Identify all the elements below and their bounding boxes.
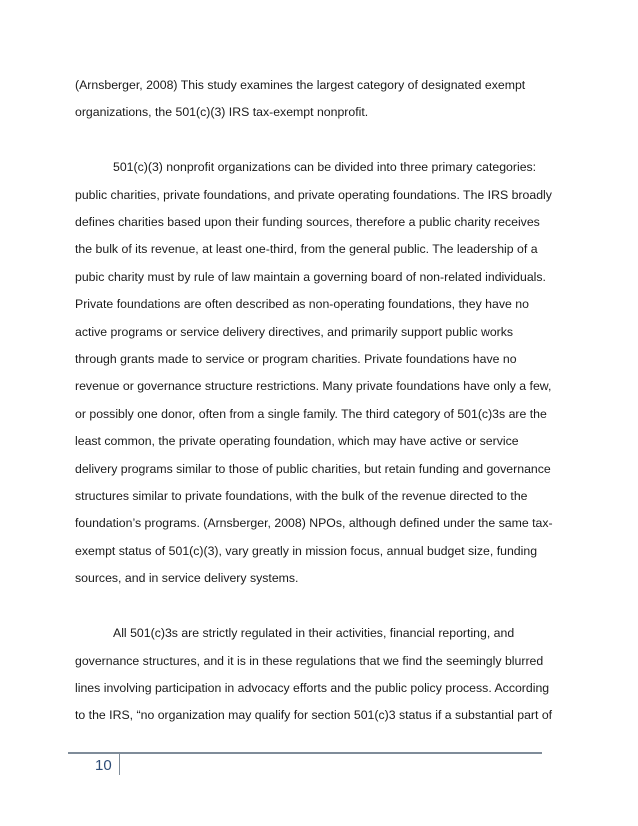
text-line: foundation’s programs. (Arnsberger, 2008) NPOs, although defined under the same tax- <box>75 516 553 531</box>
text-line: active programs or service delivery directives, and primarily support public works <box>75 324 514 339</box>
text-line: (Arnsberger, 2008) This study examines the largest category of designated exempt <box>75 78 526 92</box>
text-line: governance structures, and it is in these regulations that we find the seemingly blurred <box>75 653 544 668</box>
text-line: exempt status of 501(c)(3), vary greatly in mission focus, annual budget size, funding <box>75 543 538 558</box>
text-line: through grants made to service or program charities. Private foundations have no <box>75 352 517 367</box>
paragraph-2 <box>75 154 570 593</box>
paragraph-spacer <box>75 593 570 620</box>
text-line: pubic charity must by rule of law maintain a governing board of non-related individuals. <box>75 269 546 284</box>
text-line: sources, and in service delivery systems. <box>75 571 299 586</box>
text-line: revenue or governance structure restrictions. Many private foundations have only a few, <box>75 379 552 394</box>
text-line: structures similar to private foundations, with the bulk of the revenue directed to the <box>75 489 528 504</box>
text-line: public charities, private foundations, and private operating foundations. The IRS broadly <box>75 187 552 202</box>
text-line: to the IRS, “no organization may qualify for section 501(c)3 status if a substantial part of <box>75 708 553 723</box>
footer-divider <box>119 754 120 775</box>
text-line: Private foundations are often described as non-operating foundations, they have no <box>75 297 529 312</box>
text-line-indented: 501(c)(3) nonprofit organizations can be divided into three primary categories: <box>113 160 537 175</box>
page-number: 10 <box>95 757 112 774</box>
paragraph-spacer <box>75 127 570 154</box>
text-line: defines charities based upon their funding sources, therefore a public charity receives <box>75 215 540 230</box>
footer-rule <box>68 752 542 754</box>
text-line: least common, the private operating foundation, which may have active or service <box>75 434 519 449</box>
text-line: delivery programs similar to those of public charities, but retain funding and governance <box>75 461 551 476</box>
paragraph-1 <box>75 72 570 127</box>
text-line: or possibly one donor, often from a single family. The third category of 501(c)3s are the <box>75 406 547 421</box>
paragraph-3 <box>75 620 570 730</box>
text-line: lines involving participation in advocacy efforts and the public policy process. According <box>75 680 550 695</box>
text-line: the bulk of its revenue, at least one-third, from the general public. The leadership of a <box>75 242 538 257</box>
text-line-indented: All 501(c)3s are strictly regulated in their activities, financial reporting, and <box>113 626 515 641</box>
document-body <box>75 72 570 730</box>
text-line: organizations, the 501(c)(3) IRS tax-exempt nonprofit. <box>75 105 369 120</box>
